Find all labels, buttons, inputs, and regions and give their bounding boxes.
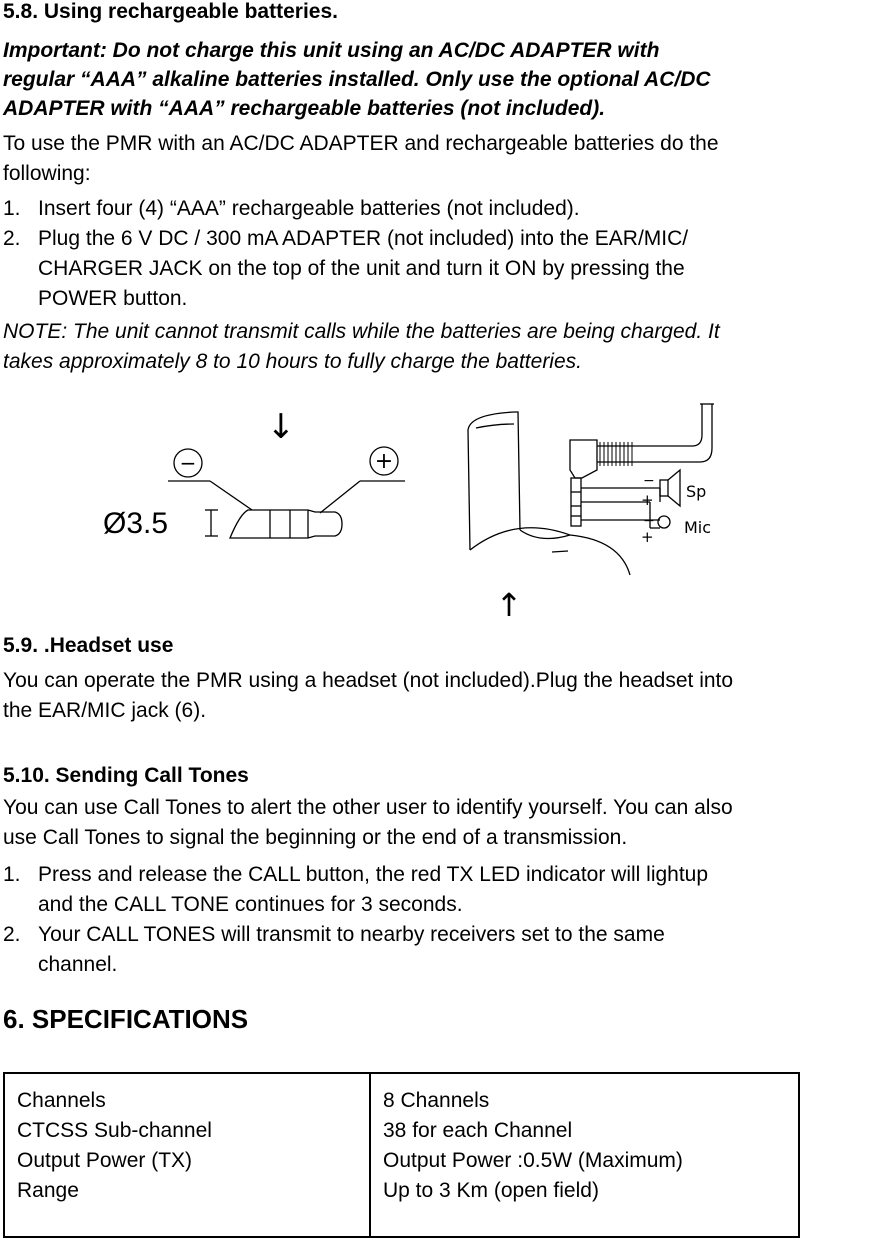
note-line: takes approximately 8 to 10 hours to fully charge the batteries.	[3, 350, 582, 373]
intro-line: To use the PMR with an AC/DC ADAPTER and rechargeable batteries do the	[3, 132, 719, 155]
list-text: POWER button.	[38, 287, 188, 310]
body-line: use Call Tones to signal the beginning or the end of a transmission.	[3, 826, 628, 849]
minus-sign: −	[643, 473, 655, 489]
list-number: 2.	[3, 227, 21, 250]
list-text: Insert four (4) “AAA” rechargeable batteries (not included).	[38, 197, 580, 220]
list-text: CHARGER JACK on the top of the unit and turn it ON by pressing the	[38, 257, 685, 280]
list-item	[3, 194, 883, 224]
headset-paragraph	[3, 666, 733, 726]
list-number: 1.	[3, 197, 21, 220]
list-number: 1.	[3, 863, 21, 886]
minus-sign: −	[179, 451, 197, 475]
body-line: the EAR/MIC jack (6).	[3, 699, 207, 722]
important-line: Important: Do not charge this unit using an AC/DC ADAPTER with	[3, 39, 660, 62]
diameter-label: Ø3.5	[103, 507, 169, 540]
call-tone-steps	[3, 860, 883, 980]
spec-values-cell	[370, 1073, 799, 1237]
important-notice	[3, 36, 711, 123]
list-item	[3, 224, 883, 314]
spec-label: CTCSS Sub-channel	[17, 1119, 212, 1142]
important-line: ADAPTER with “AAA” rechargeable batteries (not included).	[3, 97, 606, 120]
charging-steps	[3, 194, 883, 314]
spec-label: Range	[17, 1179, 79, 1202]
body-line: You can operate the PMR using a headset (not included).Plug the headset into	[3, 669, 734, 692]
spec-value: Output Power :0.5W (Maximum)	[383, 1149, 683, 1172]
intro-paragraph	[3, 129, 719, 189]
spec-label: Output Power (TX)	[17, 1149, 193, 1172]
headset-jack-diagram	[0, 390, 886, 625]
note-paragraph	[3, 317, 720, 377]
section-heading-5-8: 5.8. Using rechargeable batteries.	[3, 0, 338, 23]
important-line: regular “AAA” alkaline batteries installed. Only use the optional AC/DC	[3, 68, 711, 91]
call-tones-paragraph	[3, 793, 733, 853]
arrow-up-icon: ↑	[495, 586, 523, 624]
spec-value: 38 for each Channel	[383, 1119, 573, 1142]
jack-plug	[230, 510, 342, 538]
spec-label: Channels	[17, 1089, 106, 1112]
spec-labels-cell	[4, 1073, 370, 1237]
plug-pin	[571, 478, 581, 526]
list-text: Plug the 6 V DC / 300 mA ADAPTER (not included) into the EAR/MIC/	[38, 227, 689, 250]
list-text: and the CALL TONE continues for 3 seconds.	[38, 893, 463, 916]
specifications-table	[3, 1072, 800, 1238]
connector-housing	[570, 440, 597, 478]
mic-icon	[658, 516, 670, 528]
speaker-label: Sp	[686, 482, 707, 501]
note-line: NOTE: The unit cannot transmit calls while the batteries are being charged. It	[3, 320, 720, 343]
list-number: 2.	[3, 923, 21, 946]
minus-sign: −	[643, 513, 655, 529]
intro-line: following:	[3, 162, 91, 185]
list-item	[3, 860, 883, 920]
list-text: channel.	[38, 953, 118, 976]
list-text: Press and release the CALL button, the red TX LED indicator will lightup	[38, 863, 709, 886]
speaker-icon	[660, 480, 668, 496]
spec-value: 8 Channels	[383, 1089, 490, 1112]
body-line: You can use Call Tones to alert the other user to identify yourself. You can also	[3, 796, 733, 819]
section-heading-6: 6. SPECIFICATIONS	[3, 1004, 249, 1034]
arrow-down-icon: ↓	[266, 407, 296, 447]
list-text: Your CALL TONES will transmit to nearby receivers set to the same	[38, 923, 665, 946]
plus-sign: +	[641, 528, 654, 546]
section-heading-5-10: 5.10. Sending Call Tones	[3, 764, 249, 787]
mic-label: Mic	[684, 518, 712, 537]
plus-sign: +	[641, 491, 654, 509]
section-heading-5-9: 5.9. .Headset use	[3, 634, 174, 657]
plus-sign: +	[374, 449, 394, 474]
list-item	[3, 920, 883, 980]
spec-value: Up to 3 Km (open field)	[383, 1179, 599, 1202]
